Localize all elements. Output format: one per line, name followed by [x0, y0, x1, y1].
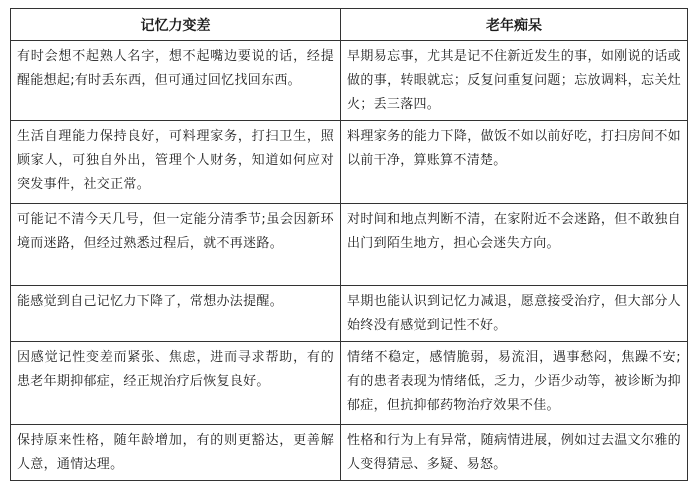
table-row: [11, 41, 688, 121]
cell-memory-decline: 因感觉记性变差而紧张、焦虑，进而寻求帮助，有的患老年期抑郁症，经正规治疗后恢复良好。: [11, 342, 341, 425]
table-row: [11, 286, 688, 342]
cell-memory-decline: 能感觉到自己记忆力下降了，常想办法提醒。: [11, 286, 341, 342]
table-header-row: [11, 9, 688, 41]
comparison-table: [10, 8, 688, 481]
cell-dementia: 料理家务的能力下降，做饭不如以前好吃，打扫房间不如以前干净，算账算不清楚。: [341, 121, 688, 204]
cell-memory-decline: 有时会想不起熟人名字，想不起嘴边要说的话，经提醒能想起;有时丢东西，但可通过回忆找回东西。: [11, 41, 341, 121]
cell-dementia: 对时间和地点判断不清，在家附近不会迷路，但不敢独自出门到陌生地方，担心会迷失方向。: [341, 204, 688, 286]
cell-dementia: 性格和行为上有异常，随病情进展，例如过去温文尔雅的人变得猜忌、多疑、易怒。: [341, 425, 688, 481]
header-memory-decline: 记忆力变差: [11, 9, 341, 41]
cell-dementia: 早期易忘事，尤其是记不住新近发生的事，如刚说的话或做的事，转眼就忘；反复问重复问题；忘放调料，忘关灶火；丢三落四。: [341, 41, 688, 121]
table-row: [11, 425, 688, 481]
cell-memory-decline: 保持原来性格，随年龄增加，有的则更豁达，更善解人意，通情达理。: [11, 425, 341, 481]
header-dementia: 老年痴呆: [341, 9, 688, 41]
cell-dementia: 早期也能认识到记忆力减退，愿意接受治疗，但大部分人始终没有感觉到记性不好。: [341, 286, 688, 342]
table-row: [11, 204, 688, 286]
cell-dementia: 情绪不稳定，感情脆弱，易流泪，遇事愁闷，焦躁不安;有的患者表现为情绪低，乏力，少语少动等，被诊断为抑郁症，但抗抑郁药物治疗效果不佳。: [341, 342, 688, 425]
document-page: [10, 8, 687, 481]
cell-memory-decline: 生活自理能力保持良好，可料理家务，打扫卫生，照顾家人，可独自外出，管理个人财务，知道如何应对突发事件，社交正常。: [11, 121, 341, 204]
cell-memory-decline: 可能记不清今天几号，但一定能分清季节;虽会因新环境而迷路，但经过熟悉过程后，就不再迷路。: [11, 204, 341, 286]
table-row: [11, 121, 688, 204]
table-row: [11, 342, 688, 425]
